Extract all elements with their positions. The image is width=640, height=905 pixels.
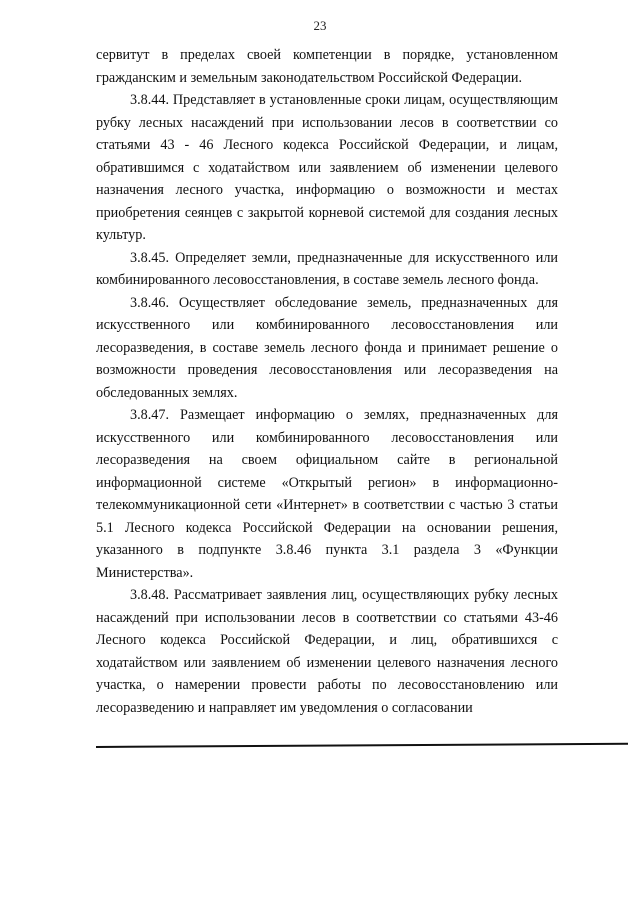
- paragraph-3-8-47: 3.8.47. Размещает информацию о землях, предназначенных для искусственного или комбинированного лесовосстановления или лесоразведения на своем официальном сайте в региональной информационной системе «Открытый регион» в информационно-телекоммуникационной сети «Интернет» в соответствии с частью 3 статьи 5.1 Лесного кодекса Российской Федерации на основании решения, указанного в подпункте 3.8.46 пункта 3.1 раздела 3 «Функции Министерства».: [96, 407, 558, 581]
- document-body: [96, 44, 558, 719]
- paragraph-3-8-48: 3.8.48. Рассматривает заявления лиц, осуществляющих рубку лесных насаждений при использовании лесов в соответствии со статьями 43-46 Лесного кодекса Российской Федерации, и лиц, обратившихся с ходатайством или заявлением об изменении целевого назначения лесного участка, о намерении провести работы по лесовосстановлению или лесоразведению и направляет им уведомления о согласовании: [96, 587, 558, 716]
- paragraph-3-8-44: 3.8.44. Представляет в установленные сроки лицам, осуществляющим рубку лесных насаждений при использовании лесов в соответствии со статьями 43 - 46 Лесного кодекса Российской Федерации, и лицам, обратившимся с ходатайством или заявлением об изменении целевого назначения лесного участка, информацию о возможности и местах приобретения сеянцев с закрытой корневой системой для создания лесных культур.: [96, 92, 558, 243]
- paragraph-continuation: сервитут в пределах своей компетенции в порядке, установленном гражданским и земельным законодательством Российской Федерации.: [96, 47, 558, 86]
- page-number: 23: [313, 18, 327, 33]
- page-bottom-rule: [96, 743, 628, 748]
- paragraph-3-8-46: 3.8.46. Осуществляет обследование земель, предназначенных для искусственного или комбинированного лесовосстановления или лесоразведения, в составе земель лесного фонда и принимает решение о возможности проведения лесовосстановления или лесоразведения на обследованных землях.: [96, 294, 558, 401]
- paragraph-3-8-45: 3.8.45. Определяет земли, предназначенные для искусственного или комбинированного лесовосстановления, в составе земель лесного фонда.: [96, 249, 558, 288]
